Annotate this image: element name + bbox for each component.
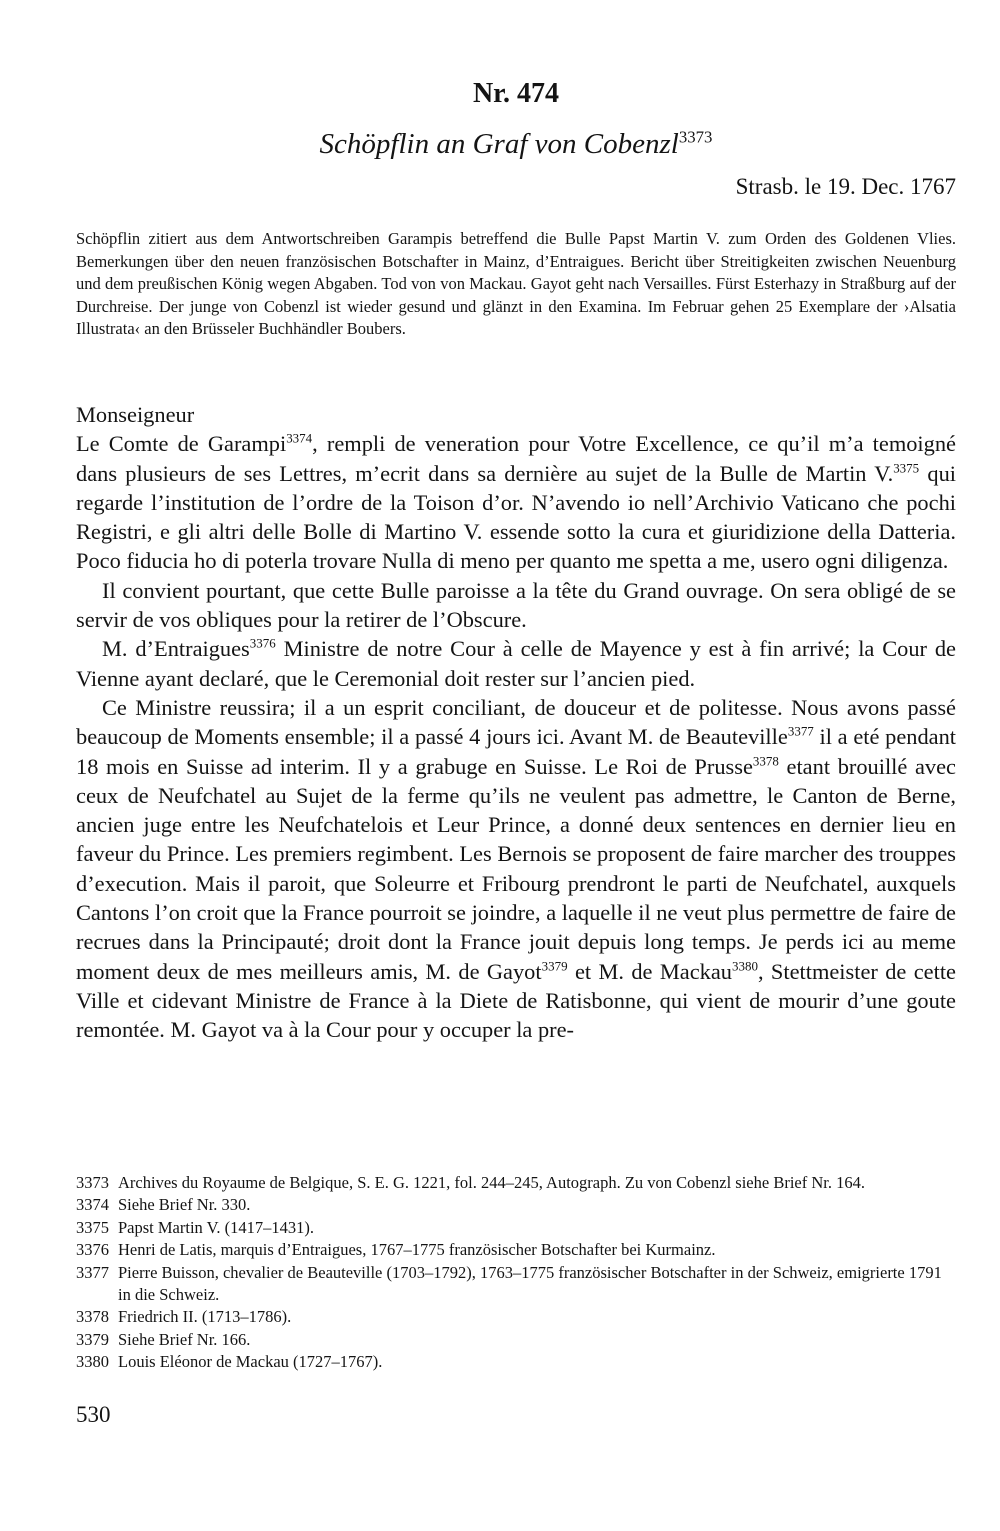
- editorial-summary: Schöpflin zitiert aus dem Antwortschreiben Garampis betreffend die Bulle Papst Martin V. zum Orden des Goldenen Vlies. Bemerkungen über den neuen französischen Botschafter in Mainz, d’Entraigues. Bericht über Streitigkeiten zwischen Neuenburg und dem preußischen König wegen Abgaben. Tod von von Mackau. Gayot geht nach Versailles. Fürst Esterhazy in Straßburg auf der Durchreise. Der junge von Cobenzl ist wieder gesund und glänzt in den Examina. Im Februar gehen 25 Exemplare der ›Alsatia Illustrata‹ an den Brüsseler Buchhändler Boubers.: [76, 229, 956, 339]
- page-number: 530: [76, 1402, 111, 1427]
- footnote: [76, 1217, 956, 1239]
- footnote-text: Siehe Brief Nr. 166.: [118, 1329, 251, 1349]
- footnote-text: Louis Eléonor de Mackau (1727–1767).: [118, 1352, 383, 1372]
- footnote: [76, 1306, 956, 1328]
- salutation: Monseigneur: [76, 402, 195, 427]
- footnote-text: Papst Martin V. (1417–1431).: [118, 1217, 315, 1237]
- footnote-text: Henri de Latis, marquis d’Entraigues, 1767–1775 französischer Botschafter bei Kurmainz.: [118, 1240, 716, 1260]
- footnote-number: 3374: [76, 1195, 109, 1215]
- footnote: [76, 1194, 956, 1216]
- paragraph-text: Ministre de notre Cour à celle de Mayence y est à fin arrivé; la Cour de Vienne ayant declaré, que le Ceremonial doit rester sur l’ancien pied.: [76, 636, 956, 691]
- letter-number-heading: Nr. 474: [472, 78, 560, 109]
- letter-title-text: Schöpflin an Graf von Cobenzl: [319, 128, 679, 160]
- footnote-ref[interactable]: 3380: [731, 958, 758, 974]
- footnote-text: Friedrich II. (1713–1786).: [118, 1307, 292, 1327]
- footnote-text: Pierre Buisson, chevalier de Beauteville (1703–1792), 1763–1775 französischer Botschafter in der Schweiz, emigrierte 1791 in die Schweiz.: [118, 1262, 942, 1305]
- footnote: [76, 1329, 956, 1351]
- footnote-number: 3373: [76, 1173, 109, 1192]
- paragraph-2: Il convient pourtant, que cette Bulle paroisse a la tête du Grand ouvrage. On sera obligé de se servir de vos obliques pour la retirer de l’Obscure.: [76, 577, 956, 633]
- paragraph-text: qui regarde l’institution de l’ordre de la Toison d’or. N’avendo io nell’Archivio Vaticano che pochi Registri, e gli altri delle Bolle di Martino V. essende sotto la cura et giuridizione della Datteria. Poco fiducia ho di poterla trovare Nulla di meno per quanto me spetta a me, usero ogni diligenza.: [76, 460, 956, 574]
- footnote: [76, 1172, 956, 1194]
- footnote: [76, 1351, 956, 1373]
- footnote-number: 3376: [76, 1240, 109, 1260]
- footnote-ref[interactable]: 3373: [678, 127, 713, 147]
- letter-title: [76, 128, 956, 161]
- document-page: [76, 0, 956, 1531]
- footnote-text: Archives du Royaume de Belgique, S. E. G. 1221, fol. 244–245, Autograph. Zu von Cobenzl siehe Brief Nr. 164.: [118, 1173, 865, 1192]
- paragraph-text: , Stettmeister de cette Ville et cidevant Ministre de France à la Diete de Ratisbonne, qui vient de mourir d’une goute remontée. M. Gayot va à la Cour pour y occuper la pre-: [76, 958, 956, 1043]
- footnote-number: 3378: [76, 1307, 109, 1327]
- paragraph-1: [76, 429, 956, 575]
- footnote-number: 3379: [76, 1329, 109, 1349]
- paragraph-4: [76, 693, 956, 1045]
- paragraph-3: [76, 634, 956, 693]
- footnote-number: 3377: [76, 1262, 109, 1282]
- paragraph-text: Le Comte de Garampi: [76, 431, 287, 457]
- paragraph-text: il a eté pendant 18 mois en Suisse ad interim. Il y a grabuge en Suisse. Le Roi de Prusse: [76, 724, 957, 779]
- paragraph-text: et M. de Mackau: [567, 958, 732, 984]
- paragraph-text: , rempli de veneration pour Votre Excellence, ce qu’il m’a temoigné dans plusieurs de ses Lettres, m’ecrit dans sa dernière au sujet de la Bulle de Martin V.: [76, 431, 956, 486]
- footnote: [76, 1262, 956, 1307]
- footnote-ref[interactable]: 3375: [893, 460, 920, 476]
- footnote-number: 3375: [76, 1217, 109, 1237]
- paragraph-text: etant brouillé avec ceux de Neufchatel au Sujet de la ferme qu’ils ne veulent pas admettre, le Canton de Berne, ancien juge entre les Neufchatelois et Leur Prince, a donné deux sentences en dernier lieu en faveur du Prince. Les premiers regimbent. Les Bernois se proposent de faire marcher des trouppes d’execution. Mais il paroit, que Soleurre et Fribourg prendront le parti de Neufchatel, auxquels Cantons l’on croit que la France pourroit se joindre, a laquelle il ne veut plus permettre de faire de recrues dans la Principauté; droit dont la France jouit depuis long temps. Je perds ici au meme moment deux de mes meilleurs amis, M. de Gayot: [76, 753, 956, 984]
- footnote-ref[interactable]: 3374: [286, 430, 313, 446]
- footnote-number: 3380: [76, 1352, 109, 1372]
- footnote: [76, 1239, 956, 1261]
- letter-date: Strasb. le 19. Dec. 1767: [735, 174, 956, 199]
- footnote-ref[interactable]: 3378: [752, 753, 779, 769]
- footnotes: [76, 1172, 956, 1374]
- paragraph-text: M. d’Entraigues: [102, 636, 250, 662]
- paragraph-text: Ce Ministre reussira; il a un esprit conciliant, de douceur et de politesse. Nous avons passé beaucoup de Moments ensemble; il a passé 4 jours ici. Avant M. de Beauteville: [76, 694, 956, 750]
- footnote-ref[interactable]: 3379: [541, 958, 568, 974]
- footnote-ref[interactable]: 3377: [787, 723, 814, 739]
- footnote-text: Siehe Brief Nr. 330.: [118, 1195, 251, 1215]
- footnote-ref[interactable]: 3376: [249, 635, 276, 651]
- letter-body: [76, 400, 956, 1045]
